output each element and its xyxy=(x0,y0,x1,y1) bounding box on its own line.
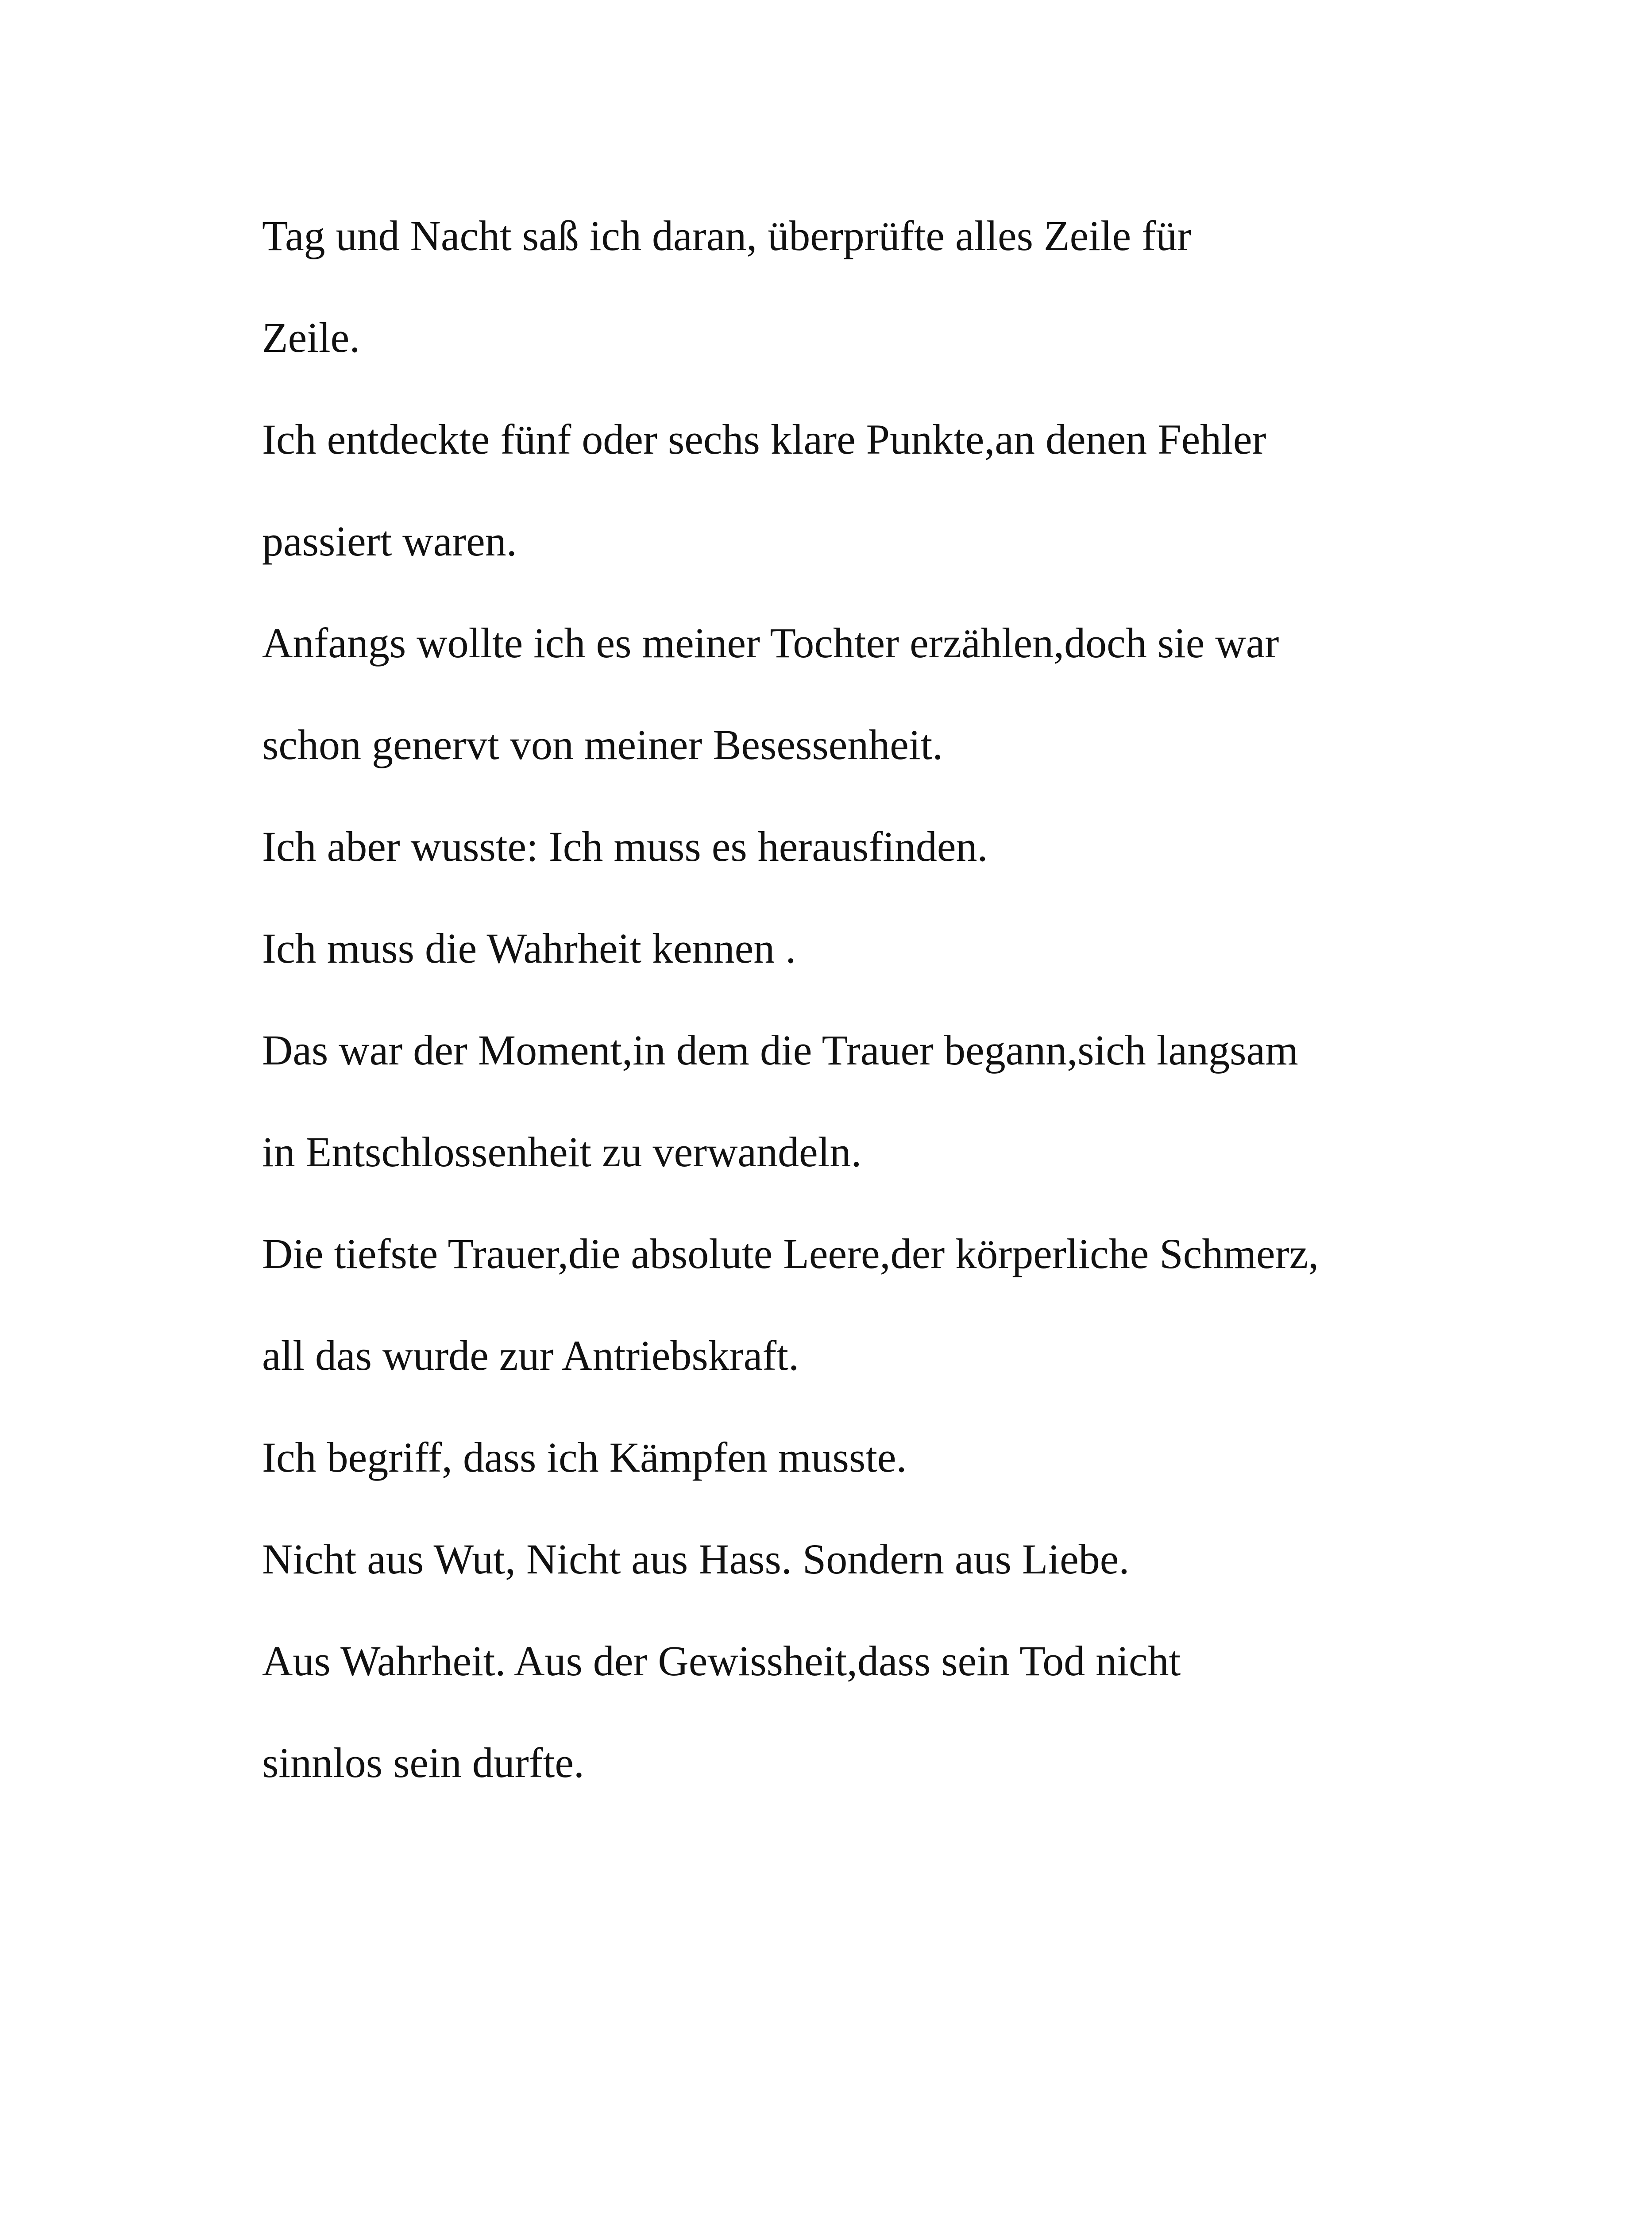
text-line: Ich muss die Wahrheit kennen . xyxy=(262,925,796,972)
text-line: Tag und Nacht saß ich daran, überprüfte alles Zeile für xyxy=(262,212,1192,259)
text-line: Ich aber wusste: Ich muss es herausfinden. xyxy=(262,823,988,870)
text-line: Zeile. xyxy=(262,314,360,361)
text-line: sinnlos sein durfte. xyxy=(262,1739,584,1786)
text-line: all das wurde zur Antriebskraft. xyxy=(262,1332,799,1379)
body-text xyxy=(262,194,1590,1823)
text-line: passiert waren. xyxy=(262,517,517,565)
text-line: in Entschlossenheit zu verwandeln. xyxy=(262,1128,862,1176)
text-line: Ich begriff, dass ich Kämpfen musste. xyxy=(262,1434,907,1481)
text-line: Ich entdeckte fünf oder sechs klare Punkte,an denen Fehler xyxy=(262,416,1266,463)
text-line: Aus Wahrheit. Aus der Gewissheit,dass sein Tod nicht xyxy=(262,1637,1181,1685)
text-line: Das war der Moment,in dem die Trauer begann,sich langsam xyxy=(262,1026,1298,1074)
text-line: Nicht aus Wut, Nicht aus Hass. Sondern aus Liebe. xyxy=(262,1535,1130,1583)
text-line: schon genervt von meiner Besessenheit. xyxy=(262,721,943,768)
text-line: Anfangs wollte ich es meiner Tochter erzählen,doch sie war xyxy=(262,619,1279,667)
text-line: Die tiefste Trauer,die absolute Leere,der körperliche Schmerz, xyxy=(262,1230,1319,1277)
